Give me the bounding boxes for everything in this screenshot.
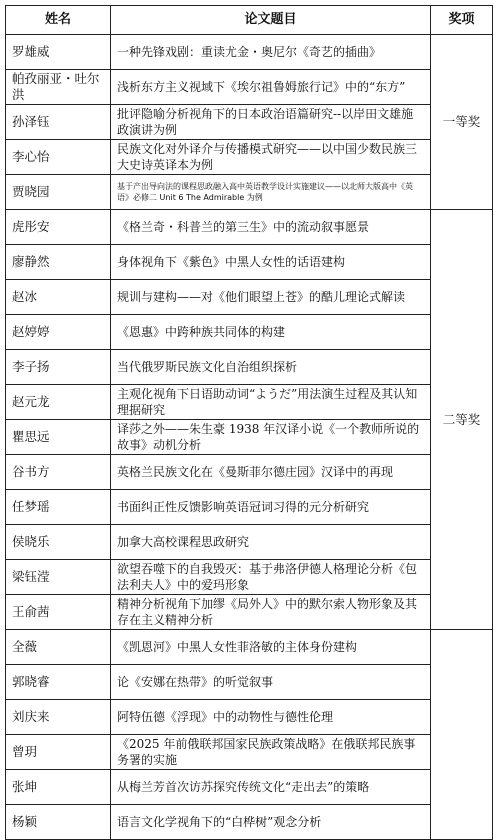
author-name: 曾玥 [6, 735, 111, 770]
author-name: 赵冰 [6, 280, 111, 315]
author-name: 罗雄威 [6, 35, 111, 70]
table-row [6, 350, 493, 385]
table-row [6, 245, 493, 280]
award-level: 二等奖 [431, 210, 493, 630]
paper-title: 一种先锋戏剧：重读尤金・奥尼尔《奇艺的插曲》 [111, 35, 431, 70]
author-name: 帕孜丽亚・吐尔洪 [6, 70, 111, 105]
table-row [6, 455, 493, 490]
author-name: 瞿思远 [6, 420, 111, 455]
author-name: 侯晓乐 [6, 525, 111, 560]
table-row [6, 105, 493, 140]
table-row [6, 560, 493, 595]
header-name: 姓名 [6, 6, 111, 35]
paper-title: 《2025 年前俄联邦国家民族政策战略》在俄联邦民族事务署的实施 [111, 735, 431, 770]
author-name: 郭晓睿 [6, 665, 111, 700]
paper-title: 欲望吞噬下的自我毁灭：基于弗洛伊德人格理论分析《包法利夫人》中的爱玛形象 [111, 560, 431, 595]
paper-title: 从梅兰芳首次访苏探究传统文化“走出去”的策略 [111, 770, 431, 805]
paper-title: 基于产出导向法的课程思政融入高中英语教学设计实施建议——以北师大版高中《英语》必修二 Unit 6 The Admirable 为例 [111, 175, 431, 210]
author-name: 廖静然 [6, 245, 111, 280]
table-row [6, 770, 493, 805]
table-row [6, 630, 493, 665]
table-row [6, 805, 493, 840]
table-row [6, 735, 493, 770]
author-name: 李子扬 [6, 350, 111, 385]
header-row [6, 6, 493, 35]
table-row [6, 700, 493, 735]
paper-title: 译莎之外——朱生豪 1938 年汉译小说《一个教师所说的故事》动机分析 [111, 420, 431, 455]
table-row [6, 525, 493, 560]
paper-title: 阿特伍德《浮现》中的动物性与德性伦理 [111, 700, 431, 735]
header-award: 奖项 [431, 6, 493, 35]
table-row [6, 595, 493, 630]
author-name: 李心怡 [6, 140, 111, 175]
paper-title: 浅析东方主义视域下《埃尔祖鲁姆旅行记》中的“东方” [111, 70, 431, 105]
author-name: 孙泽钰 [6, 105, 111, 140]
table-row [6, 35, 493, 70]
paper-title: 主观化视角下日语助动词“ようだ”用法演生过程及其认知理据研究 [111, 385, 431, 420]
paper-title: 民族文化对外译介与传播模式研究——以中国少数民族三大史诗英译本为例 [111, 140, 431, 175]
table-row [6, 70, 493, 105]
paper-title: 《格兰奇・科普兰的第三生》中的流动叙事愿景 [111, 210, 431, 245]
paper-title: 英格兰民族文化在《曼斯菲尔德庄园》汉译中的再现 [111, 455, 431, 490]
paper-title: 身体视角下《紫色》中黑人女性的话语建构 [111, 245, 431, 280]
author-name: 全薇 [6, 630, 111, 665]
table-row [6, 280, 493, 315]
author-name: 杨颖 [6, 805, 111, 840]
table-row [6, 665, 493, 700]
author-name: 赵婷婷 [6, 315, 111, 350]
author-name: 任梦瑶 [6, 490, 111, 525]
table-row [6, 175, 493, 210]
paper-title: 精神分析视角下加缪《局外人》中的默尔索人物形象及其存在主义精神分析 [111, 595, 431, 630]
table-row [6, 490, 493, 525]
paper-title: 《凯恩河》中黑人女性菲洛敏的主体身份建构 [111, 630, 431, 665]
author-name: 贾晓园 [6, 175, 111, 210]
paper-title: 语言文化学视角下的“白桦树”观念分析 [111, 805, 431, 840]
paper-title: 批评隐喻分析视角下的日本政治语篇研究--以岸田文雄施政演讲为例 [111, 105, 431, 140]
award-table [5, 5, 493, 840]
paper-title: 加拿大高校课程思政研究 [111, 525, 431, 560]
author-name: 刘庆来 [6, 700, 111, 735]
table-row [6, 420, 493, 455]
award-level: 一等奖 [431, 35, 493, 210]
paper-title: 《恩惠》中跨种族共同体的构建 [111, 315, 431, 350]
paper-title: 规训与建构——对《他们眼望上苍》的酷儿理论式解读 [111, 280, 431, 315]
author-name: 王俞茜 [6, 595, 111, 630]
author-name: 赵元龙 [6, 385, 111, 420]
author-name: 张坤 [6, 770, 111, 805]
paper-title: 当代俄罗斯民族文化自治组织探析 [111, 350, 431, 385]
header-title: 论文题目 [111, 6, 431, 35]
award-level [431, 630, 493, 840]
table-row [6, 385, 493, 420]
author-name: 虎彤安 [6, 210, 111, 245]
table-row [6, 140, 493, 175]
paper-title: 论《安娜在热带》的听觉叙事 [111, 665, 431, 700]
paper-title: 书面纠正性反馈影响英语冠词习得的元分析研究 [111, 490, 431, 525]
author-name: 谷书方 [6, 455, 111, 490]
author-name: 梁钰滢 [6, 560, 111, 595]
table-row [6, 210, 493, 245]
table-row [6, 315, 493, 350]
